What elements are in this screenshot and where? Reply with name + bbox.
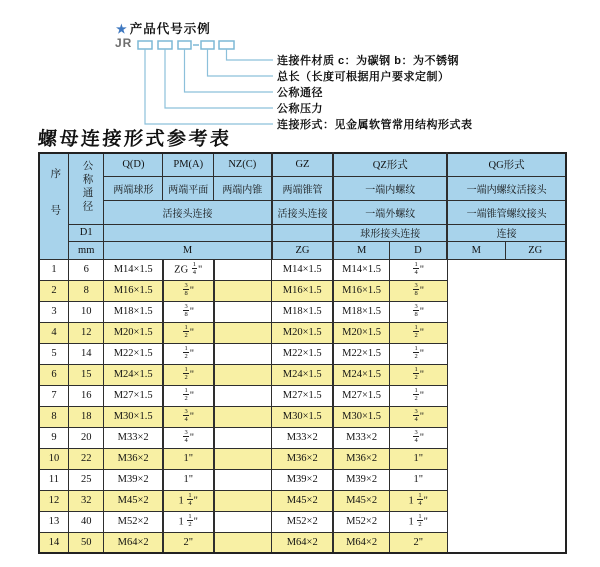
header-end-type: 两端内锥 <box>214 176 272 200</box>
fraction: $\frac{3}{8}$ <box>414 281 418 297</box>
table-row <box>39 448 566 469</box>
table-cell: 20 <box>68 427 104 448</box>
table-cell: $\frac{1}{2}$ " <box>163 343 214 364</box>
table-cell: M39×2 <box>104 469 163 490</box>
table-cell: $\frac{3}{8}$ " <box>389 280 447 301</box>
table-cell: $\frac{1}{2}$ " <box>389 343 447 364</box>
table-cell <box>214 532 272 553</box>
table-cell: 6 <box>39 364 68 385</box>
table-cell: M36×2 <box>104 448 163 469</box>
table-cell: M27×1.5 <box>272 385 334 406</box>
table-cell: 1" <box>389 469 447 490</box>
table-cell: M64×2 <box>104 532 163 553</box>
fraction: $\frac{1}{2}$ <box>414 344 418 360</box>
table-cell: $\frac{3}{4}$ " <box>163 406 214 427</box>
header-group-gz: GZ <box>272 153 334 176</box>
table-row <box>39 259 566 280</box>
table-cell: $\frac{1}{2}$ " <box>389 385 447 406</box>
table-cell: $\frac{1}{2}$ " <box>163 364 214 385</box>
table-cell: M18×1.5 <box>333 301 389 322</box>
code-box <box>201 41 214 49</box>
table-cell: 25 <box>68 469 104 490</box>
table-cell: 10 <box>68 301 104 322</box>
code-box <box>219 41 234 49</box>
fraction: $\frac{1}{2}$ <box>414 386 418 402</box>
header-end-type: 两端锥管 <box>272 176 334 200</box>
code-prefix: JR <box>115 36 133 50</box>
connector-line <box>165 49 273 108</box>
header-thread-col: D <box>389 241 447 259</box>
table-cell: 14 <box>68 343 104 364</box>
table-cell: 15 <box>68 364 104 385</box>
table-row <box>39 301 566 322</box>
table-cell: M27×1.5 <box>333 385 389 406</box>
header-conn-type: 球形接头连接 <box>333 224 447 241</box>
table-cell <box>214 427 272 448</box>
header-conn-type: 一端外螺纹 <box>333 200 447 224</box>
table-cell: M24×1.5 <box>333 364 389 385</box>
table-cell: 32 <box>68 490 104 511</box>
header-conn-type: 活接头连接 <box>104 200 272 224</box>
code-box <box>158 41 172 49</box>
header-thread-col: ZG <box>272 241 334 259</box>
header-conn-type: 连接 <box>447 224 566 241</box>
table-cell: M16×1.5 <box>104 280 163 301</box>
table-cell: $\frac{1}{2}$ " <box>389 364 447 385</box>
table-cell: 2" <box>163 532 214 553</box>
table-row <box>39 343 566 364</box>
table-cell <box>214 385 272 406</box>
table-cell: 6 <box>68 259 104 280</box>
header-thread-col: M <box>104 241 272 259</box>
table-row <box>39 280 566 301</box>
table-row <box>39 406 566 427</box>
table-cell: $\frac{3}{4}$ " <box>389 427 447 448</box>
table-cell: 7 <box>39 385 68 406</box>
header-conn-type: 一端锥管螺纹接头 <box>447 200 566 224</box>
table-row <box>39 427 566 448</box>
table-cell <box>214 301 272 322</box>
fraction: $\frac{1}{2}$ <box>184 344 188 360</box>
header-group-qd: Q(D) <box>104 153 163 176</box>
code-box <box>178 41 191 49</box>
table-cell: 9 <box>39 427 68 448</box>
diagram-label-material: 连接件材质 c：为碳钢 b：为不锈钢 <box>277 55 459 67</box>
table-cell: 11 <box>39 469 68 490</box>
star-icon: ★ <box>116 22 128 36</box>
table-cell: M14×1.5 <box>104 259 163 280</box>
table-cell: $\frac{1}{2}$ " <box>389 322 447 343</box>
header-end-type: 一端内螺纹 <box>333 176 447 200</box>
header-group-qg: QG形式 <box>447 153 566 176</box>
table-cell: M18×1.5 <box>104 301 163 322</box>
fraction: $\frac{3}{8}$ <box>184 302 188 318</box>
header-d1: D1 <box>68 224 104 241</box>
table-cell: M16×1.5 <box>272 280 334 301</box>
table-row <box>39 490 566 511</box>
table-cell: 16 <box>68 385 104 406</box>
table-row <box>39 532 566 553</box>
fraction: $\frac{1}{2}$ <box>188 512 192 528</box>
fraction: $\frac{3}{4}$ <box>414 428 418 444</box>
table-row <box>39 385 566 406</box>
table-cell: M33×2 <box>272 427 334 448</box>
table-cell <box>214 322 272 343</box>
table-cell: M22×1.5 <box>104 343 163 364</box>
reference-table <box>38 152 567 554</box>
table-cell: $\frac{1}{2}$ " <box>163 385 214 406</box>
table-cell: M14×1.5 <box>272 259 334 280</box>
fraction: $\frac{1}{4}$ <box>418 491 422 507</box>
table-title: 螺母连接形式参考表 <box>37 128 233 150</box>
table-cell <box>214 448 272 469</box>
table-cell: M16×1.5 <box>333 280 389 301</box>
table-cell: 18 <box>68 406 104 427</box>
header-group-qz: QZ形式 <box>333 153 447 176</box>
table-row <box>39 469 566 490</box>
table-cell: M52×2 <box>104 511 163 532</box>
header-group-nzc: NZ(C) <box>214 153 272 176</box>
table-cell <box>214 469 272 490</box>
table-cell: 40 <box>68 511 104 532</box>
table-row <box>39 511 566 532</box>
table-cell: M36×2 <box>333 448 389 469</box>
table-cell <box>214 511 272 532</box>
table-cell: 1 <box>39 259 68 280</box>
table-cell: M64×2 <box>272 532 334 553</box>
fraction: $\frac{3}{4}$ <box>184 407 188 423</box>
header-group-pma: PM(A) <box>163 153 214 176</box>
table-cell: 12 <box>39 490 68 511</box>
fraction: $\frac{3}{8}$ <box>414 302 418 318</box>
table-cell: M33×2 <box>333 427 389 448</box>
table-cell: $\frac{3}{8}$ " <box>389 301 447 322</box>
table-cell: M30×1.5 <box>333 406 389 427</box>
table-cell: M39×2 <box>333 469 389 490</box>
table-body <box>39 259 566 553</box>
header-mm: mm <box>68 241 104 259</box>
fraction: $\frac{3}{4}$ <box>184 428 188 444</box>
fraction: $\frac{1}{2}$ <box>418 512 422 528</box>
table-cell: 1" <box>163 469 214 490</box>
diagram-label-length: 总长（长度可根据用户要求定制） <box>277 71 450 83</box>
table-cell: M30×1.5 <box>104 406 163 427</box>
header-end-type: 两端球形 <box>104 176 163 200</box>
table-cell: 12 <box>68 322 104 343</box>
table-cell: M64×2 <box>333 532 389 553</box>
table-cell: 1" <box>389 448 447 469</box>
table-cell <box>214 259 272 280</box>
fraction: $\frac{1}{4}$ <box>414 260 418 276</box>
table-row <box>39 322 566 343</box>
diagram-label-pressure: 公称压力 <box>277 103 323 115</box>
table-cell: $\frac{3}{8}$ " <box>163 280 214 301</box>
table-cell: M24×1.5 <box>272 364 334 385</box>
fraction: $\frac{1}{2}$ <box>184 323 188 339</box>
fraction: $\frac{1}{2}$ <box>184 386 188 402</box>
table-cell: $\frac{3}{4}$ " <box>389 406 447 427</box>
connector-line <box>185 49 274 92</box>
table-cell <box>214 364 272 385</box>
header-end-type: 两端平面 <box>163 176 214 200</box>
table-cell: $\frac{1}{2}$ " <box>163 322 214 343</box>
table-cell <box>214 280 272 301</box>
table-cell: 14 <box>39 532 68 553</box>
table-cell: 1 $\frac{1}{4}$ " <box>389 490 447 511</box>
table-cell: 1" <box>163 448 214 469</box>
header-blank <box>104 224 272 241</box>
header-blank <box>272 224 334 241</box>
fraction: $\frac{1}{4}$ <box>192 260 197 276</box>
table-cell: M14×1.5 <box>333 259 389 280</box>
fraction: $\frac{3}{4}$ <box>414 407 418 423</box>
table-cell: 13 <box>39 511 68 532</box>
diagram-label-diameter: 公称通径 <box>277 87 323 99</box>
header-seq: 序号 <box>39 153 68 259</box>
table-cell: M36×2 <box>272 448 334 469</box>
table-cell: M27×1.5 <box>104 385 163 406</box>
header-conn-type: 活接头连接 <box>272 200 334 224</box>
table-cell <box>214 343 272 364</box>
table-cell: 4 <box>39 322 68 343</box>
header-dn: 公称通径 <box>68 153 104 224</box>
table-cell: 5 <box>39 343 68 364</box>
table-cell: M33×2 <box>104 427 163 448</box>
fraction: $\frac{1}{2}$ <box>414 365 418 381</box>
table-cell: M24×1.5 <box>104 364 163 385</box>
table-cell: M45×2 <box>333 490 389 511</box>
fraction: $\frac{1}{2}$ <box>414 323 418 339</box>
table-cell: M20×1.5 <box>104 322 163 343</box>
table-cell: M45×2 <box>272 490 334 511</box>
table-cell: 50 <box>68 532 104 553</box>
table-cell: 10 <box>39 448 68 469</box>
connector-line <box>208 49 274 76</box>
table-cell <box>214 490 272 511</box>
header-thread-col: ZG <box>505 241 566 259</box>
table-cell: 3 <box>39 301 68 322</box>
table-cell: M20×1.5 <box>333 322 389 343</box>
table-cell <box>214 406 272 427</box>
header-thread-col: M <box>333 241 389 259</box>
connector-line <box>227 49 274 60</box>
table-cell: $\frac{3}{4}$ " <box>163 427 214 448</box>
table-cell: M20×1.5 <box>272 322 334 343</box>
table-cell: 2" <box>389 532 447 553</box>
table-cell: M30×1.5 <box>272 406 334 427</box>
table-cell: 1 $\frac{1}{2}$ " <box>163 511 214 532</box>
table-cell: M22×1.5 <box>272 343 334 364</box>
diagram-heading <box>116 19 211 37</box>
table-cell: M52×2 <box>333 511 389 532</box>
table-cell: M52×2 <box>272 511 334 532</box>
table-cell: 2 <box>39 280 68 301</box>
fraction: $\frac{1}{4}$ <box>188 491 192 507</box>
fraction: $\frac{3}{8}$ <box>184 281 188 297</box>
table-cell: 8 <box>39 406 68 427</box>
table-row <box>39 364 566 385</box>
table-cell: 1 $\frac{1}{4}$ " <box>163 490 214 511</box>
table-cell: 8 <box>68 280 104 301</box>
table-cell: 1 $\frac{1}{2}$ " <box>389 511 447 532</box>
table-cell: ZG $\frac{1}{4}$ " <box>163 259 214 280</box>
table-cell: $\frac{3}{8}$ " <box>163 301 214 322</box>
header-end-type: 一端内螺纹活接头 <box>447 176 566 200</box>
table-cell: M22×1.5 <box>333 343 389 364</box>
header-thread-col: M <box>447 241 505 259</box>
table-cell: M18×1.5 <box>272 301 334 322</box>
table-cell: M39×2 <box>272 469 334 490</box>
table-cell: 22 <box>68 448 104 469</box>
fraction: $\frac{1}{2}$ <box>184 365 188 381</box>
table-cell: $\frac{1}{4}$ " <box>389 259 447 280</box>
diagram-heading-text: 产品代号示例 <box>129 22 211 36</box>
diagram-label-connection: 连接形式：见金属软管常用结构形式表 <box>277 119 473 131</box>
table-cell: M45×2 <box>104 490 163 511</box>
code-box <box>138 41 152 49</box>
